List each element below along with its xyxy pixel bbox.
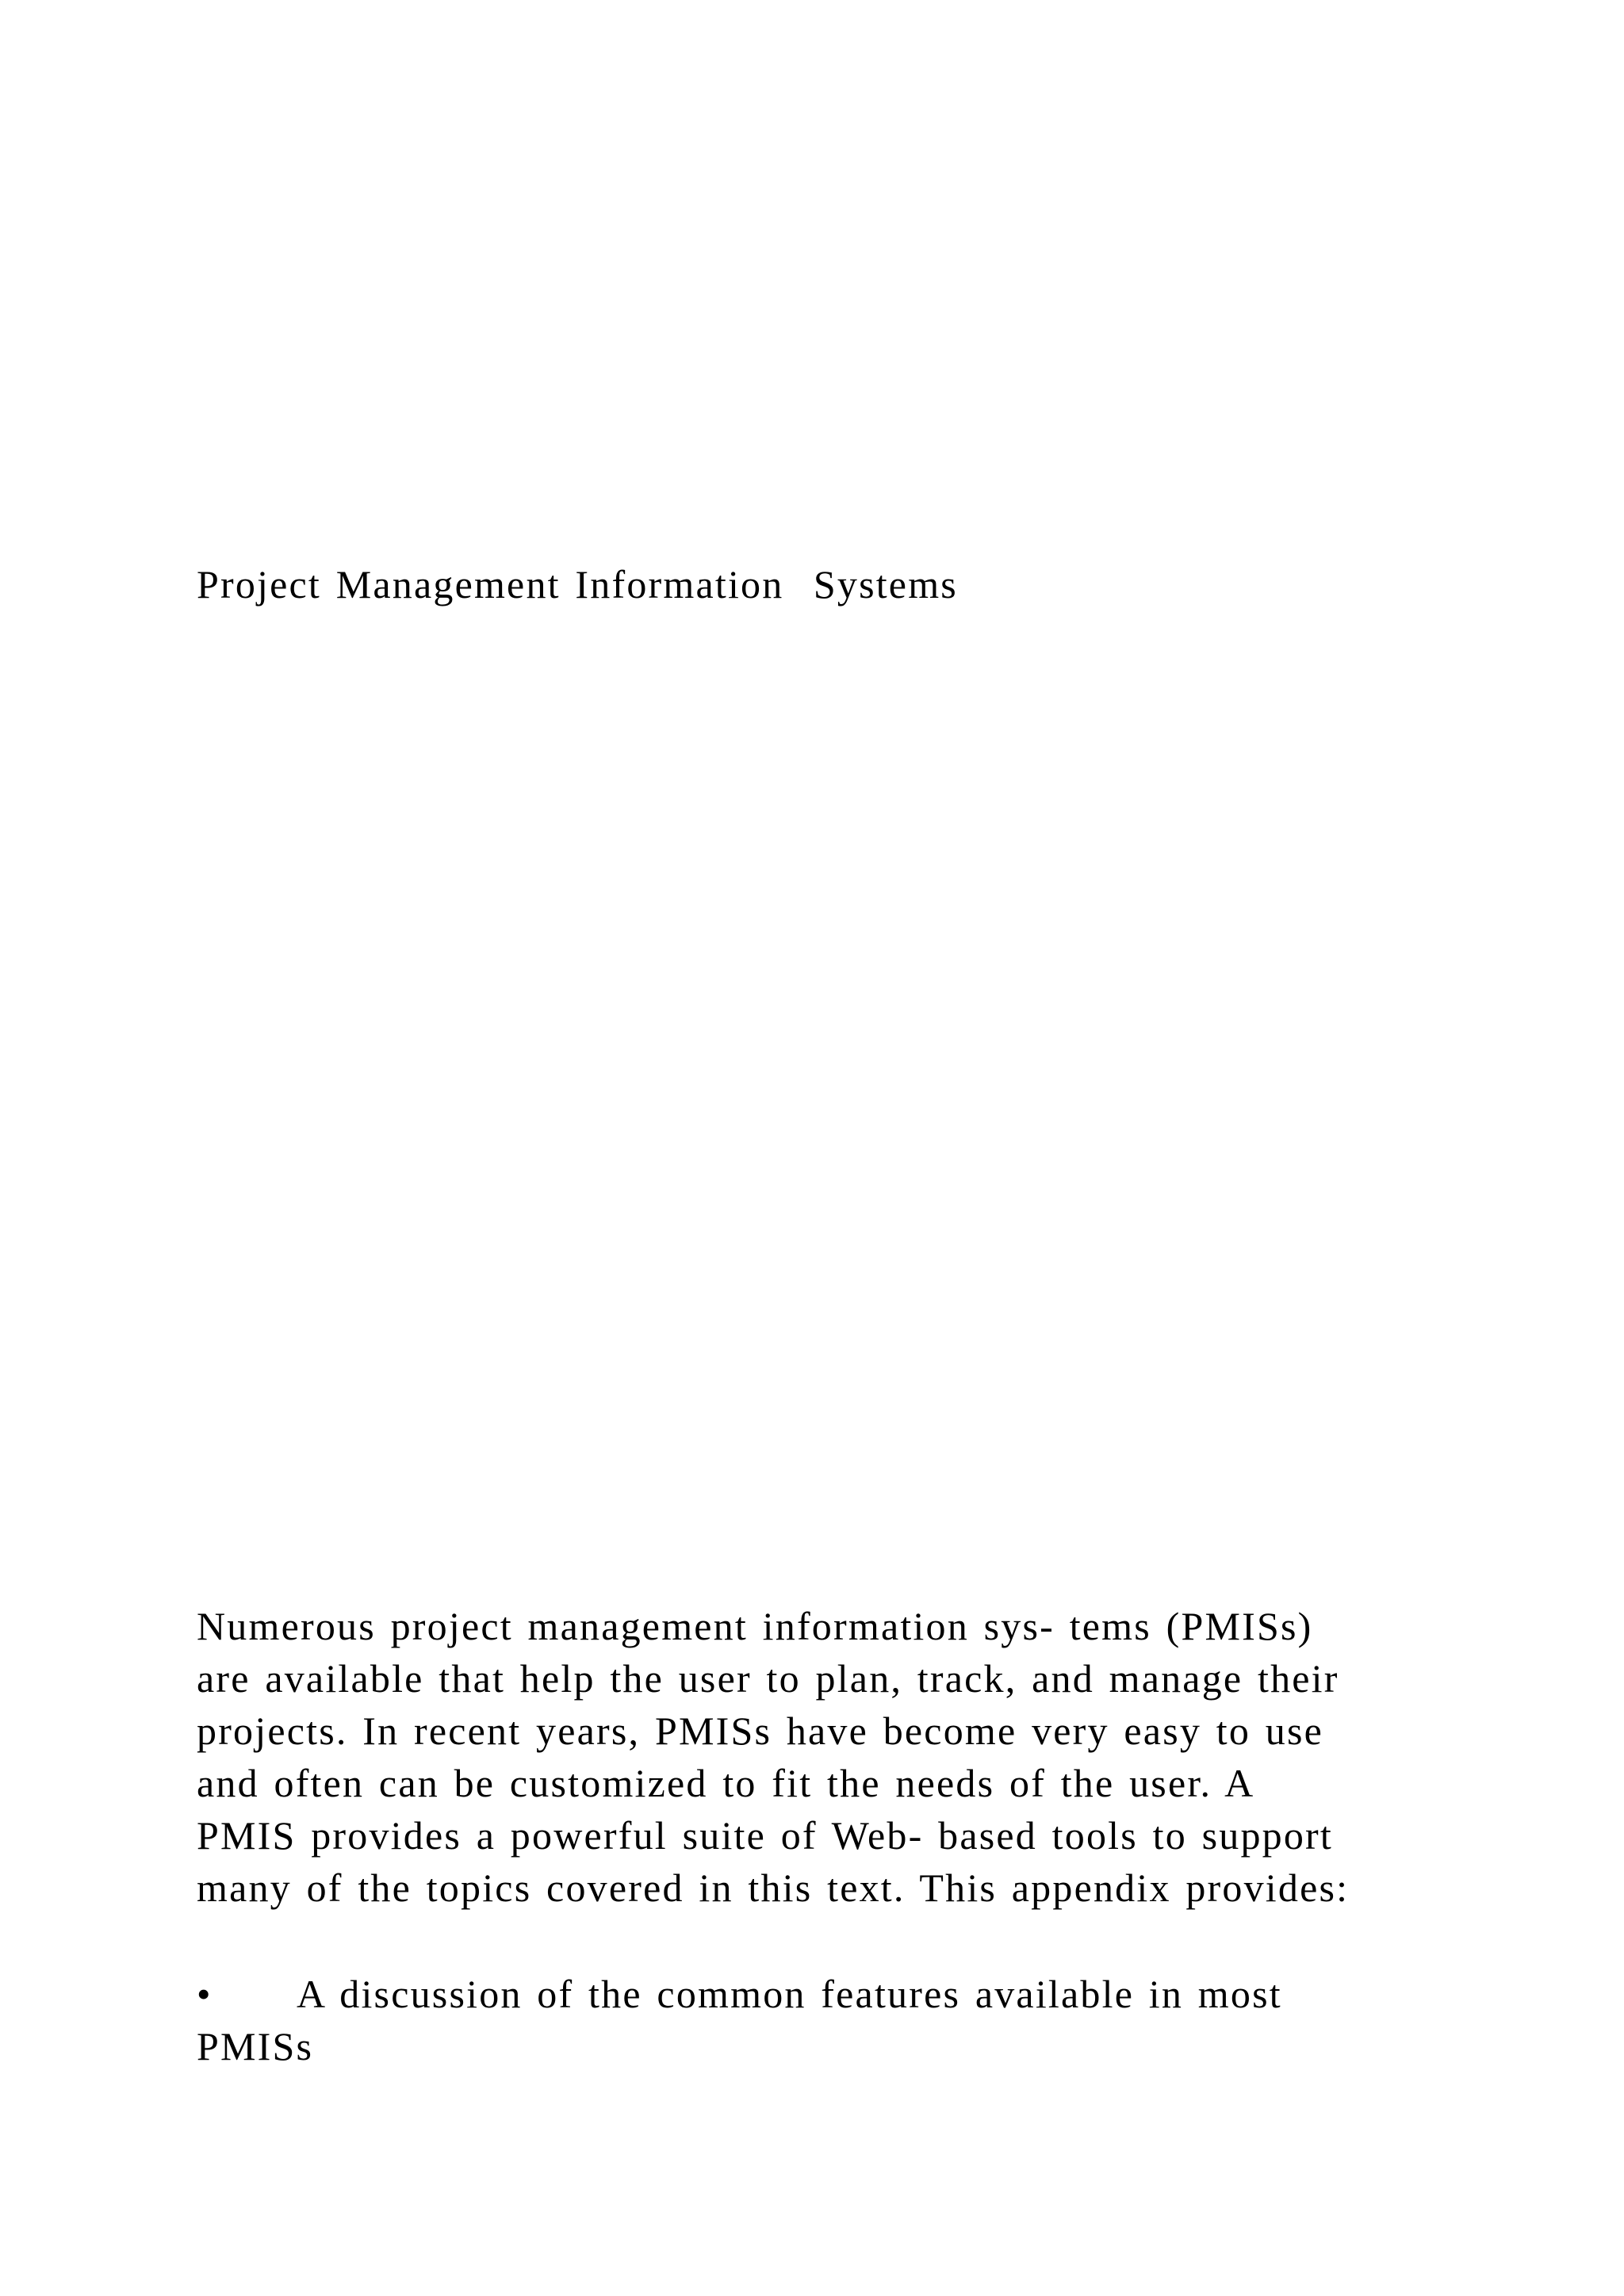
paragraph-line: and often can be customized to fit the needs of the user. A bbox=[197, 1761, 1255, 1805]
bullet-list-item bbox=[197, 1968, 1545, 2072]
bullet-continuation-line: PMISs bbox=[197, 2024, 314, 2068]
body-paragraph bbox=[197, 1600, 1545, 1914]
bullet-marker: • bbox=[197, 1972, 213, 2016]
document-title: Project Management Information Systems bbox=[197, 562, 958, 607]
bullet-text: A discussion of the common features available in most bbox=[297, 1972, 1282, 2016]
paragraph-line: are available that help the user to plan, track, and manage their bbox=[197, 1656, 1339, 1701]
paragraph-line: Numerous project management information sys- tems (PMISs) bbox=[197, 1604, 1313, 1648]
bullet-first-line bbox=[197, 1968, 1545, 2020]
paragraph-line: PMIS provides a powerful suite of Web- based tools to support bbox=[197, 1813, 1333, 1858]
paragraph-line: projects. In recent years, PMISs have become very easy to use bbox=[197, 1709, 1324, 1753]
paragraph-line: many of the topics covered in this text. This appendix provides: bbox=[197, 1866, 1350, 1910]
